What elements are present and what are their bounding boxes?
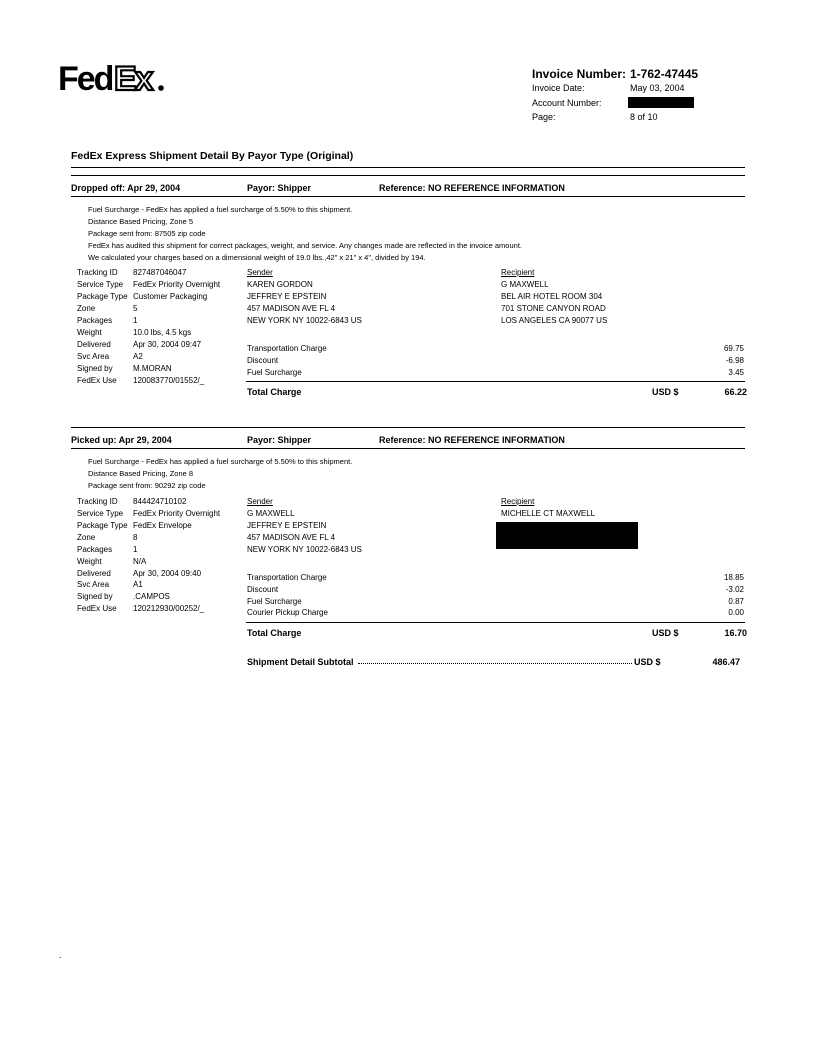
divider <box>71 175 745 176</box>
shipment-reference: Reference: NO REFERENCE INFORMATION <box>379 183 565 193</box>
recipient-line: MICHELLE CT MAXWELL <box>501 509 596 518</box>
invoice-number: 1-762-47445 <box>630 67 699 81</box>
packages: 1 <box>133 316 138 325</box>
divider <box>71 167 745 168</box>
total-charge: 16.70 <box>724 628 747 638</box>
tracking-id-label: Tracking ID <box>77 268 118 277</box>
packages-label: Packages <box>77 316 113 325</box>
shipment-payor: Payor: Shipper <box>247 435 312 445</box>
svc-area: A2 <box>133 352 143 361</box>
footer-mark: . <box>59 950 62 960</box>
shipment-note: Distance Based Pricing, Zone 5 <box>88 217 194 226</box>
account-number-redaction <box>628 97 694 108</box>
recipient-heading: Recipient <box>501 497 535 506</box>
service-type: FedEx Priority Overnight <box>133 509 221 518</box>
svc-area-label: Svc Area <box>77 580 110 589</box>
sender-line: G MAXWELL <box>247 509 295 518</box>
fedex-use-label: FedEx Use <box>77 376 117 385</box>
invoice-date: May 03, 2004 <box>630 83 685 93</box>
service-type-label: Service Type <box>77 509 124 518</box>
fedex-use: 120083770/01552/_ <box>133 376 205 385</box>
delivered: Apr 30, 2004 09:40 <box>133 569 202 578</box>
recipient-address-redaction <box>496 522 638 549</box>
weight-label: Weight <box>77 557 102 566</box>
package-type-label: Package Type <box>77 521 128 530</box>
shipment-note: Package sent from: 90292 zip code <box>88 481 206 490</box>
sender-line: KAREN GORDON <box>247 280 313 289</box>
total-charge: 66.22 <box>724 387 747 397</box>
tracking-id: 844424710102 <box>133 497 187 506</box>
recipient-line: LOS ANGELES CA 90077 US <box>501 316 608 325</box>
signed-by-label: Signed by <box>77 364 113 373</box>
charge-label: Courier Pickup Charge <box>247 608 328 617</box>
shipment-date: Dropped off: Apr 29, 2004 <box>71 183 181 193</box>
sender-line: JEFFREY E EPSTEIN <box>247 292 327 301</box>
package-type: FedEx Envelope <box>133 521 192 530</box>
weight-label: Weight <box>77 328 102 337</box>
sender-heading: Sender <box>247 497 273 506</box>
weight: 10.0 lbs, 4.5 kgs <box>133 328 192 337</box>
divider <box>71 427 745 428</box>
recipient-line: BEL AIR HOTEL ROOM 304 <box>501 292 603 301</box>
page-number: 8 of 10 <box>630 112 658 122</box>
signed-by-label: Signed by <box>77 592 113 601</box>
delivered-label: Delivered <box>77 340 111 349</box>
zone: 5 <box>133 304 138 313</box>
shipment-reference: Reference: NO REFERENCE INFORMATION <box>379 435 565 445</box>
fedex-use-label: FedEx Use <box>77 604 117 613</box>
total-currency: USD $ <box>652 628 679 638</box>
charge-amount: -6.98 <box>725 356 744 365</box>
charge-label: Discount <box>247 585 279 594</box>
fedex-logo <box>58 58 168 98</box>
weight: N/A <box>133 557 147 566</box>
svg-text:Fed: Fed <box>58 60 113 98</box>
delivered: Apr 30, 2004 09:47 <box>133 340 202 349</box>
divider <box>71 196 745 197</box>
invoice-date-label: Invoice Date: <box>532 83 585 93</box>
sender-line: 457 MADISON AVE FL 4 <box>247 533 336 542</box>
total-currency: USD $ <box>652 387 679 397</box>
shipment-note: Distance Based Pricing, Zone 8 <box>88 469 194 478</box>
charge-amount: 0.87 <box>728 597 744 606</box>
sender-line: 457 MADISON AVE FL 4 <box>247 304 336 313</box>
charge-amount: 18.85 <box>723 573 744 582</box>
charge-amount: 0.00 <box>728 608 744 617</box>
account-number-label: Account Number: <box>532 98 602 108</box>
svc-area-label: Svc Area <box>77 352 110 361</box>
total-charge-label: Total Charge <box>247 387 302 397</box>
recipient-heading: Recipient <box>501 268 535 277</box>
zone-label: Zone <box>77 533 96 542</box>
shipment-note: Package sent from: 87505 zip code <box>88 229 206 238</box>
total-divider <box>246 381 745 382</box>
charge-label: Transportation Charge <box>247 344 327 353</box>
sender-line: JEFFREY E EPSTEIN <box>247 521 327 530</box>
signed-by: .CAMPOS <box>133 592 170 601</box>
page-label: Page: <box>532 112 556 122</box>
subtotal-currency: USD $ <box>634 657 661 667</box>
shipment-note: Fuel Surcharge - FedEx has applied a fuel surcharge of 5.50% to this shipment. <box>88 457 353 466</box>
charge-label: Fuel Surcharge <box>247 368 302 377</box>
package-type-label: Package Type <box>77 292 128 301</box>
sender-heading: Sender <box>247 268 273 277</box>
svc-area: A1 <box>133 580 143 589</box>
charge-label: Fuel Surcharge <box>247 597 302 606</box>
packages: 1 <box>133 545 138 554</box>
subtotal-amount: 486.47 <box>712 657 740 667</box>
service-type: FedEx Priority Overnight <box>133 280 221 289</box>
subtotal-label: Shipment Detail Subtotal <box>247 657 354 667</box>
charge-label: Transportation Charge <box>247 573 327 582</box>
service-type-label: Service Type <box>77 280 124 289</box>
sender-line: NEW YORK NY 10022-6843 US <box>247 545 362 554</box>
charge-amount: 3.45 <box>728 368 744 377</box>
sender-line: NEW YORK NY 10022-6843 US <box>247 316 362 325</box>
tracking-id-label: Tracking ID <box>77 497 118 506</box>
document-title: FedEx Express Shipment Detail By Payor Type (Original) <box>71 150 354 162</box>
shipment-note: FedEx has audited this shipment for correct packages, weight, and service. Any changes made are reflected in the invoice amount. <box>88 241 522 250</box>
subtotal-leader-dots <box>358 663 632 664</box>
packages-label: Packages <box>77 545 113 554</box>
divider <box>71 448 745 449</box>
total-charge-label: Total Charge <box>247 628 302 638</box>
shipment-payor: Payor: Shipper <box>247 183 312 193</box>
shipment-note: Fuel Surcharge - FedEx has applied a fuel surcharge of 5.50% to this shipment. <box>88 205 353 214</box>
fedex-use: 120212930/00252/_ <box>133 604 205 613</box>
shipment-note: We calculated your charges based on a dimensional weight of 19.0 lbs.,42" x 21" x 4", divided by 194. <box>88 253 426 262</box>
package-type: Customer Packaging <box>133 292 208 301</box>
invoice-number-label: Invoice Number: <box>532 67 627 81</box>
zone-label: Zone <box>77 304 96 313</box>
recipient-line: 701 STONE CANYON ROAD <box>501 304 606 313</box>
charge-amount: 69.75 <box>723 344 744 353</box>
delivered-label: Delivered <box>77 569 111 578</box>
shipment-date: Picked up: Apr 29, 2004 <box>71 435 172 445</box>
charge-amount: -3.02 <box>725 585 744 594</box>
svg-text:Ex: Ex <box>114 60 152 98</box>
recipient-line: G MAXWELL <box>501 280 549 289</box>
charge-label: Discount <box>247 356 279 365</box>
signed-by: M.MORAN <box>133 364 172 373</box>
tracking-id: 827487046047 <box>133 268 187 277</box>
total-divider <box>246 622 745 623</box>
zone: 8 <box>133 533 138 542</box>
